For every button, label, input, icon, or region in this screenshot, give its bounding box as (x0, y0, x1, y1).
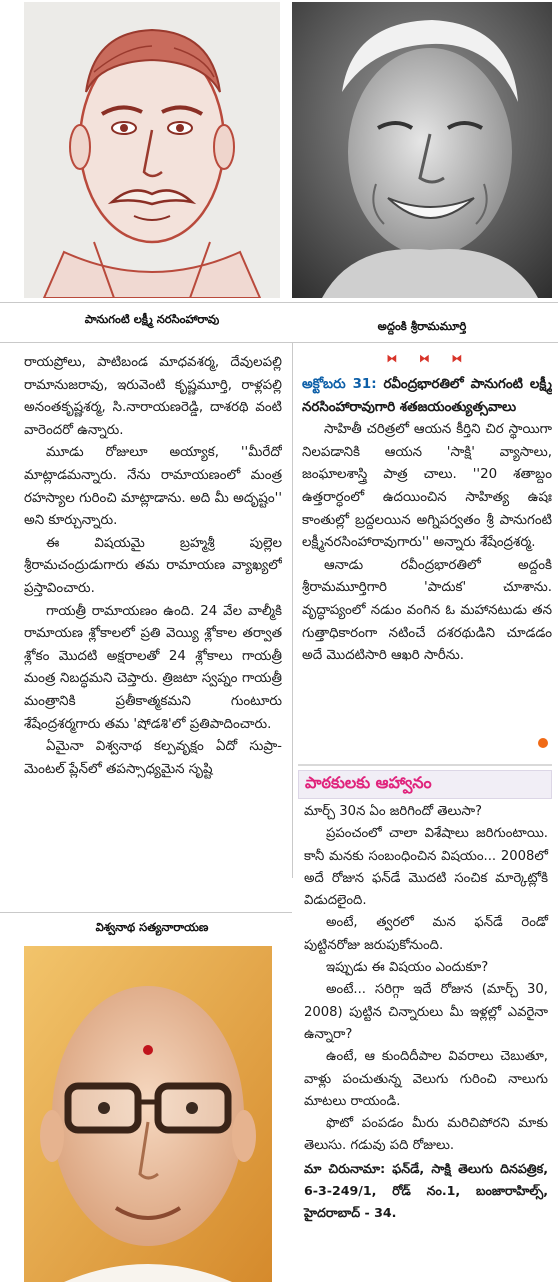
left-paragraph: గాయత్రీ రామాయణం ఉంది. 24 వేల వాల్మీకి రామాయణ శ్లోకాలలో ప్రతి వెయ్యి శ్లోకాల తర్వాత శ్లోకం మొదటి అక్షరాలతో 24 శ్లోకాలు గాయత్రీ మంత్ర నిబద్ధమని చెప్తారు. త్రిజటా స్వప్నం గాయత్రీ మంత్రానికి ప్రతీకాత్మకమని గుంటూరు శేషేంద్రశర్మగారు తమ 'షోడశి'లో ప్రతిపాదించారు. (24, 603, 282, 732)
addanki-caption: అద్దంకి శ్రీరామమూర్తి (377, 319, 467, 333)
readers-box-paragraph: ఫొటో పంపడం మీరు మరిచిపోరని మాకు తెలుసు. గడువు పది రోజులు. (304, 1116, 548, 1154)
readers-box-address: మా చిరునామా: ఫన్‌డే, సాక్షి తెలుగు దినపత్రిక, 6-3-249/1, రోడ్ నం.1, బంజారాహిల్స్, హైదరాబాద్ - 34. (304, 1160, 548, 1220)
right-paragraph: సాహితీ చరిత్రలో ఆయన కీర్తిని చిర స్థాయిగా నిలపడానికి ఆయన 'సాక్షి' వ్యాసాలు, జంఘాలశాస్త్రి పాత్ర చాలు. ''20 శతాబ్దం ఉత్తరార్ధంలో ఉదయించిన సాహిత్య ఉషః కాంతుల్లో బ్రద్దలయిన అగ్నిపర్వతం శ్రీ పానుగంటి లక్ష్మీనరసింహారావుగారు'' అన్నారు శేషేంద్రశర్మ. (302, 422, 552, 551)
readers-box-lead: మార్చ్ 30న ఏం జరిగిందో తెలుసా? (304, 804, 483, 819)
viswanatha-portrait (24, 946, 272, 1282)
ornament-glyph: ⧓ (386, 352, 401, 365)
readers-box-paragraph: ఇప్పుడు ఈ విషయం ఎందుకూ? (326, 960, 489, 976)
readers-box-header (298, 770, 552, 799)
bottom-photo-divider (0, 912, 292, 913)
event-headline (302, 374, 552, 419)
caption-divider (0, 342, 558, 343)
section-ornament (300, 352, 552, 365)
right-paragraph: ఆనాడు రవీంద్రభారతిలో అద్దంకి శ్రీరామమూర్తిగారి 'పాదుక' చూశాను. వృద్ధాప్యంలో నడుం వంగిన ఓ మహానటుడు తన గుత్తాధికారంగా నటించే దశరథుడిని చూడడం అదే మొదటిసారి ఆఖరి సారీను. (302, 557, 552, 664)
left-paragraph: ఈ విషయమై బ్రహ్మశ్రీ పుల్లెల శ్రీరామచంద్రుడుగారు తమ రామాయణ వ్యాఖ్యలో ప్రస్తావించారు. (24, 535, 282, 596)
ornament-glyph: ⧓ (419, 352, 433, 365)
top-photo-divider (0, 302, 558, 303)
event-title: రవీంద్రభారతిలో పానుగంటి లక్ష్మీ నరసింహారావుగారి శతజయంత్యుత్సవాలు (302, 377, 552, 415)
readers-box-paragraph: అంటే, త్వరలో మన ఫన్‌డే రెండో పుట్టినరోజు జరుపుకోనుంది. (304, 915, 548, 953)
end-mark-dot (538, 738, 548, 748)
addanki-portrait (292, 2, 552, 298)
readers-box-body (298, 799, 552, 1224)
panuganti-sketch-image (24, 2, 280, 298)
right-article-column (302, 374, 552, 744)
readers-box-paragraph: ప్రపంచంలో చాలా విశేషాలు జరిగుంటాయి. కానీ మనకు సంబంధించిన విషయం... 2008లో అదే రోజున ఫన్‌డే మొదటి సంచిక మార్కెట్లోకి విడుదలైంది. (304, 826, 548, 909)
readers-invitation-box (298, 764, 552, 1284)
viswanatha-painting-image (24, 946, 272, 1282)
left-article-column (24, 352, 282, 882)
left-paragraph: మూడు రోజులూ అయ్యాక, ''మీరేదో మాట్లాడమన్నారు. నేను రామాయణంలో మంత్ర రహస్యాల గురించి మాట్లాడాను. అది మీ అదృష్టం'' అని కూర్చున్నారు. (24, 445, 282, 529)
event-date: అక్టోబరు 31: (302, 377, 377, 392)
readers-box-title: పాఠకులకు ఆహ్వానం (305, 773, 432, 792)
column-divider (292, 343, 293, 878)
left-paragraph: రాయప్రోలు, పాటిబండ మాధవశర్మ, దేవులపల్లి రామానుజరావు, ఇరువెంటి కృష్ణమూర్తి, రాళ్లపల్లి అనంతకృష్ణశర్మ, సి.నారాయణరెడ్డి, దాశరథి వంటి వారెందరో ఉన్నారు. (24, 355, 282, 438)
left-paragraph: ఏమైనా విశ్వనాథ కల్పవృక్షం ఏదో సుప్రా-మెంటల్ ప్లేన్‌లో తపస్సాధ్యమైన సృష్టి (24, 739, 282, 777)
readers-box-paragraph: అంటే... సరిగ్గా ఇదే రోజున (మార్చ్ 30, 2008) పుట్టిన చిన్నారులు మీ ఇళ్లల్లో ఎవరైనా ఉన్నారా? (304, 982, 548, 1042)
ornament-glyph: ⧓ (451, 352, 466, 365)
addanki-photo-image (292, 2, 552, 298)
panuganti-portrait (24, 2, 280, 298)
panuganti-caption: పానుగంటి లక్ష్మీ నరసింహారావు (84, 312, 220, 326)
viswanatha-caption: విశ్వనాథ సత్యనారాయణ (95, 920, 209, 934)
readers-box-paragraph: ఉంటే, ఆ కుందిదీపాల వివరాలు చెబుతూ, వాళ్లు పంచుతున్న వెలుగు గురించి నాలుగు మాటలు రాయండి. (304, 1049, 548, 1109)
